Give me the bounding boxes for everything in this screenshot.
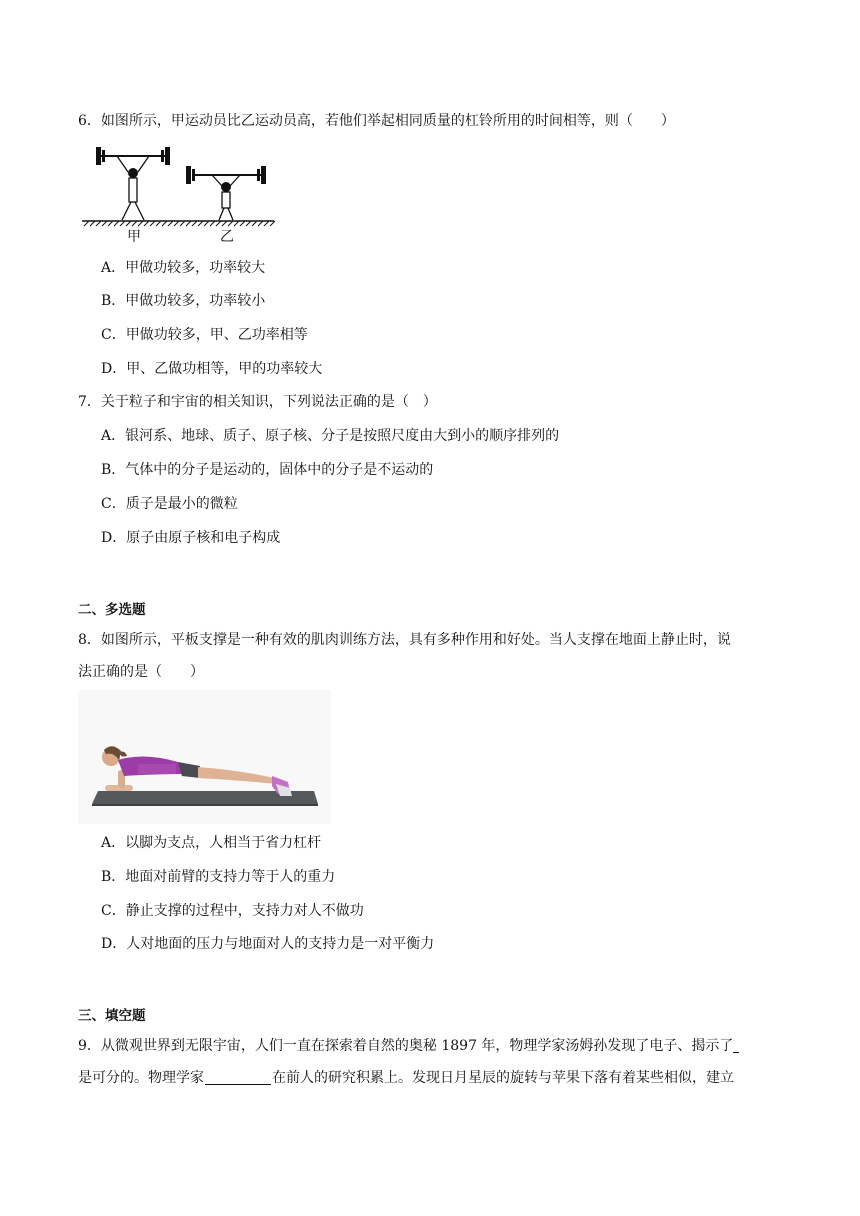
lifter-jia [96, 147, 170, 220]
q7-option-a: A．银河系、地球、质子、原子核、分子是按照尺度由大到小的顺序排列的 [101, 428, 560, 444]
q8-stem-line2: 法正确的是（ ） [78, 664, 204, 680]
q6-stem: 6．如图所示，甲运动员比乙运动员高，若他们举起相同质量的杠铃所用的时间相等，则（ ） [78, 113, 675, 129]
lifter-yi [186, 166, 266, 220]
q6-option-d: D．甲、乙做功相等，甲的功率较大 [101, 361, 323, 377]
label-jia: 甲 [127, 229, 141, 245]
q8-stem-line1: 8．如图所示，平板支撑是一种有效的肌肉训练方法，具有多种作用和好处。当人支撑在地面上静止时，说 [78, 632, 731, 648]
q7-option-b: B．气体中的分子是运动的，固体中的分子是不运动的 [101, 462, 434, 478]
q7-option-d: D．原子由原子核和电子构成 [101, 530, 281, 546]
q9-blank-1[interactable] [733, 1038, 739, 1053]
section-heading-multiple-choice: 二、多选题 [78, 602, 146, 618]
weightlifters-figure [80, 142, 276, 246]
q9-line2-text-b: 在前人的研究积累上。发现日月星辰的旋转与苹果下落有着某些相似，建立 [272, 1070, 734, 1086]
q6-option-b: B．甲做功较多，功率较小 [101, 293, 266, 309]
q7-stem: 7．关于粒子和宇宙的相关知识，下列说法正确的是（ ） [78, 394, 437, 410]
q6-option-a: A．甲做功较多，功率较大 [101, 260, 266, 276]
q8-option-b: B．地面对前臂的支持力等于人的重力 [101, 869, 336, 885]
q9-blank-2[interactable] [205, 1070, 271, 1085]
q8-option-a: A．以脚为支点，人相当于省力杠杆 [101, 835, 322, 851]
q6-option-c: C．甲做功较多，甲、乙功率相等 [101, 327, 308, 343]
q9-line1-text: 9．从微观世界到无限宇宙，人们一直在探索着自然的奥秘 1897 年，物理学家汤姆孙发现了电子、揭示了 [78, 1038, 734, 1054]
q8-option-d: D．人对地面的压力与地面对人的支持力是一对平衡力 [101, 936, 435, 952]
q9-line2 [78, 1068, 734, 1088]
plank-exercise-photo [78, 690, 331, 824]
q8-option-c: C．静止支撑的过程中，支持力对人不做功 [101, 903, 364, 919]
q9-line1 [78, 1036, 739, 1056]
q9-line2-text-a: 是可分的。物理学家 [78, 1070, 204, 1086]
section-heading-fill-in: 三、填空题 [78, 1008, 146, 1024]
label-yi: 乙 [220, 229, 234, 245]
q7-option-c: C．质子是最小的微粒 [101, 496, 238, 512]
